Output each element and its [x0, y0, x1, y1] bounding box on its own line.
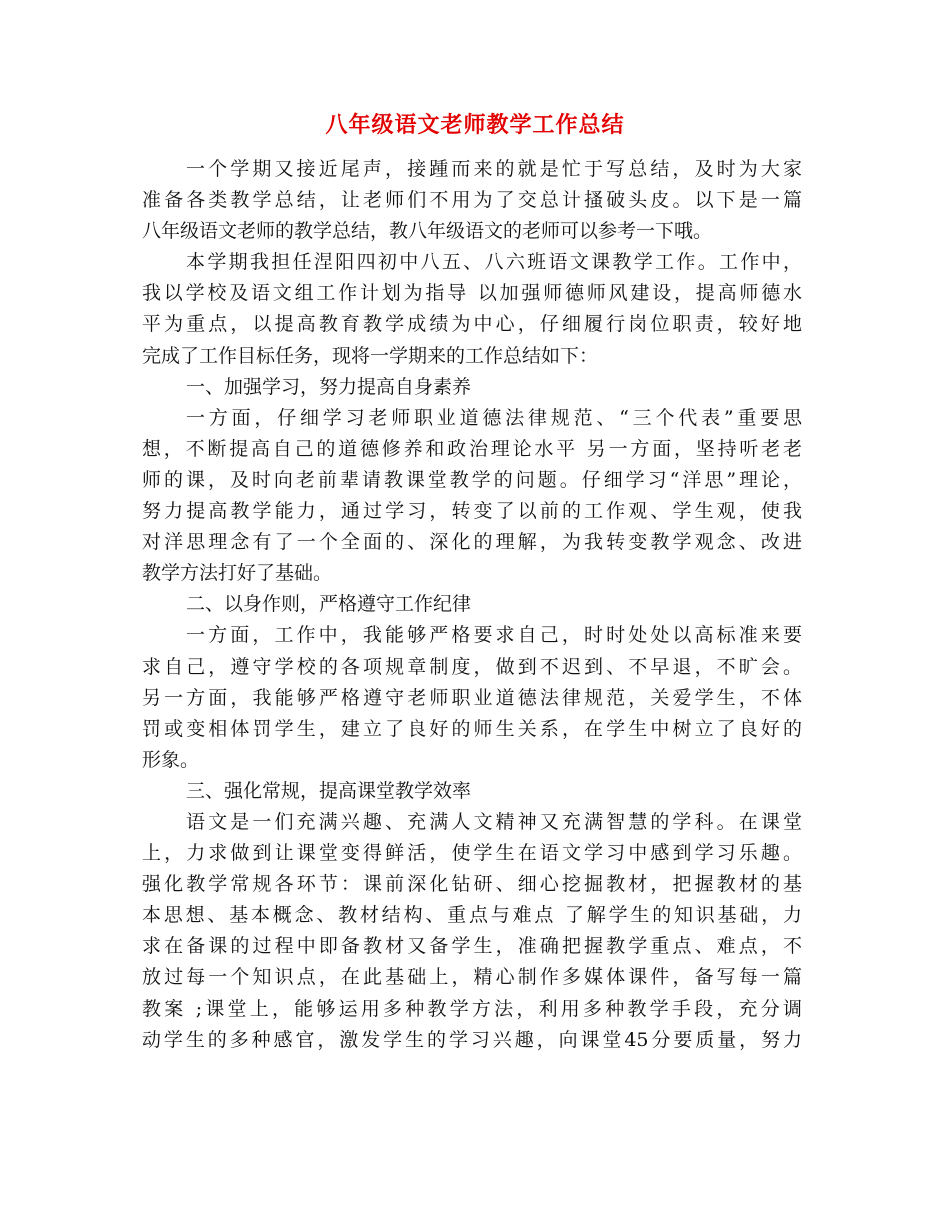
- paragraph-line: 强化教学常规各环节：课前深化钻研、细心挖掘教材，把握教材的基: [142, 873, 802, 896]
- document-body: [142, 154, 802, 1056]
- paragraph-line: 上，力求做到让课堂变得鲜活，使学生在语文学习中感到学习乐趣。: [142, 842, 802, 865]
- paragraph-line: 形象。: [142, 748, 200, 771]
- paragraph-line: 完成了工作目标任务，现将一学期来的工作总结如下：: [142, 344, 599, 367]
- paragraph-line: 罚或变相体罚学生，建立了良好的师生关系，在学生中树立了良好的: [142, 717, 802, 740]
- paragraph-line: 三、强化常规，提高课堂教学效率: [186, 779, 472, 802]
- paragraph-line: 另一方面，我能够严格遵守老师职业道德法律规范，关爱学生，不体: [142, 686, 802, 709]
- paragraph-line: 八年级语文老师的教学总结，教八年级语文的老师可以参考一下哦。: [142, 220, 713, 243]
- paragraph-line: 对洋思理念有了一个全面的、深化的理解，为我转变教学观念、改进: [142, 531, 802, 554]
- paragraph-line: 准备各类教学总结，让老师们不用为了交总计搔破头皮。以下是一篇: [142, 189, 802, 212]
- paragraph-line: 师的课，及时向老前辈请教课堂教学的问题。仔细学习“洋思”理论，: [142, 468, 802, 491]
- document-title: 八年级语文老师教学工作总结: [325, 112, 625, 138]
- paragraph-line: 教学方法打好了基础。: [142, 562, 333, 585]
- paragraph-line: 努力提高教学能力，通过学习，转变了以前的工作观、学生观，使我: [142, 500, 802, 523]
- paragraph-line: 本思想、基本概念、教材结构、重点与难点 了解学生的知识基础，力: [142, 904, 802, 927]
- paragraph-line: 想，不断提高自己的道德修养和政治理论水平 另一方面，坚持听老老: [142, 437, 802, 460]
- paragraph-line: 教案 ;课堂上，能够运用多种教学方法，利用多种教学手段，充分调: [142, 997, 802, 1020]
- paragraph-line: 一、加强学习，努力提高自身素养: [186, 375, 472, 398]
- paragraph-line: 一方面，仔细学习老师职业道德法律规范、“三个代表”重要思: [186, 406, 802, 429]
- paragraph-line: 二、以身作则，严格遵守工作纪律: [186, 593, 472, 616]
- paragraph-line: 一方面，工作中，我能够严格要求自己，时时处处以高标准来要: [186, 624, 802, 647]
- paragraph-line: 平为重点，以提高教育教学成绩为中心，仔细履行岗位职责，较好地: [142, 313, 802, 336]
- paragraph-line: 求自己，遵守学校的各项规章制度，做到不迟到、不早退，不旷会。: [142, 655, 802, 678]
- paragraph-line: 本学期我担任涅阳四初中八五、八六班语文课教学工作。工作中，: [186, 251, 802, 274]
- paragraph-line: 我以学校及语文组工作计划为指导 以加强师德师风建设，提高师德水: [142, 282, 802, 305]
- paragraph-line: 放过每一个知识点，在此基础上，精心制作多媒体课件，备写每一篇: [142, 966, 802, 989]
- paragraph-line: 动学生的多种感官，激发学生的学习兴趣，向课堂45分要质量，努力: [142, 1028, 802, 1051]
- paragraph-line: 一个学期又接近尾声，接踵而来的就是忙于写总结，及时为大家: [186, 158, 802, 180]
- paragraph-line: 求在备课的过程中即备教材又备学生，准确把握教学重点、难点，不: [142, 935, 802, 958]
- paragraph-line: 语文是一们充满兴趣、充满人文精神又充满智慧的学科。在课堂: [186, 810, 802, 833]
